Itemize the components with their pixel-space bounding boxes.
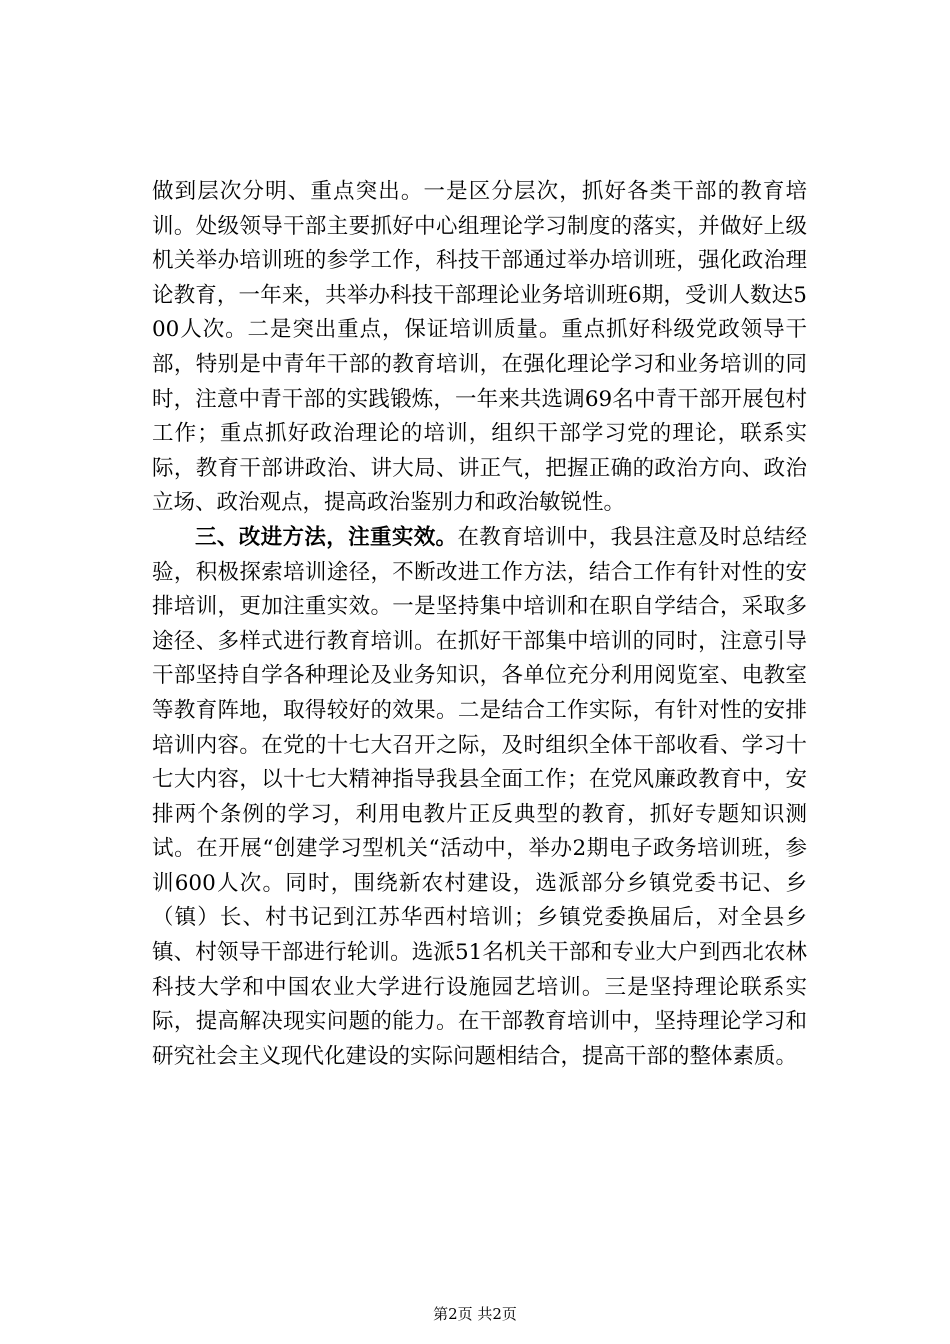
- section-3-heading: 三、改进方法，注重实效。: [195, 524, 458, 550]
- document-body: [152, 175, 807, 1074]
- paragraph-section-3: [152, 521, 807, 1075]
- page-number: 第2页 共2页: [433, 1305, 517, 1323]
- paragraph-continued: 做到层次分明、重点突出。一是区分层次，抓好各类干部的教育培训。处级领导干部主要抓好中心组理论学习制度的落实，并做好上级机关举办培训班的参学工作，科技干部通过举办培训班，强化政治理论教育，一年来，共举办科技干部理论业务培训班6期，受训人数达500人次。二是突出重点，保证培训质量。重点抓好科级党政领导干部，特别是中青年干部的教育培训，在强化理论学习和业务培训的同时，注意中青干部的实践锻炼，一年来共选调69名中青干部开展包村工作；重点抓好政治理论的培训，组织干部学习党的理论，联系实际，教育干部讲政治、讲大局、讲正气，把握正确的政治方向、政治立场、政治观点，提高政治鉴别力和政治敏锐性。: [152, 179, 807, 516]
- page-footer: [0, 1304, 950, 1324]
- section-3-body: 在教育培训中，我县注意及时总结经验，积极探索培训途径，不断改进工作方法，结合工作有针对性的安排培训，更加注重实效。一是坚持集中培训和在职自学结合，采取多途径、多样式进行教育培训。在抓好干部集中培训的同时，注意引导干部坚持自学各种理论及业务知识，各单位充分利用阅览室、电教室等教育阵地，取得较好的效果。二是结合工作实际，有针对性的安排培训内容。在党的十七大召开之际，及时组织全体干部收看、学习十七大内容，以十七大精神指导我县全面工作；在党风廉政教育中，安排两个条例的学习，利用电教片正反典型的教育，抓好专题知识测试。在开展“创建学习型机关“活动中，举办2期电子政务培训班，参训600人次。同时，围绕新农村建设，选派部分乡镇党委书记、乡（镇）长、村书记到江苏华西村培训；乡镇党委换届后，对全县乡镇、村领导干部进行轮训。选派51名机关干部和专业大户到西北农林科技大学和中国农业大学进行设施园艺培训。三是坚持理论联系实际，提高解决现实问题的能力。在干部教育培训中，坚持理论学习和研究社会主义现代化建设的实际问题相结合，提高干部的整体素质。: [152, 524, 807, 1069]
